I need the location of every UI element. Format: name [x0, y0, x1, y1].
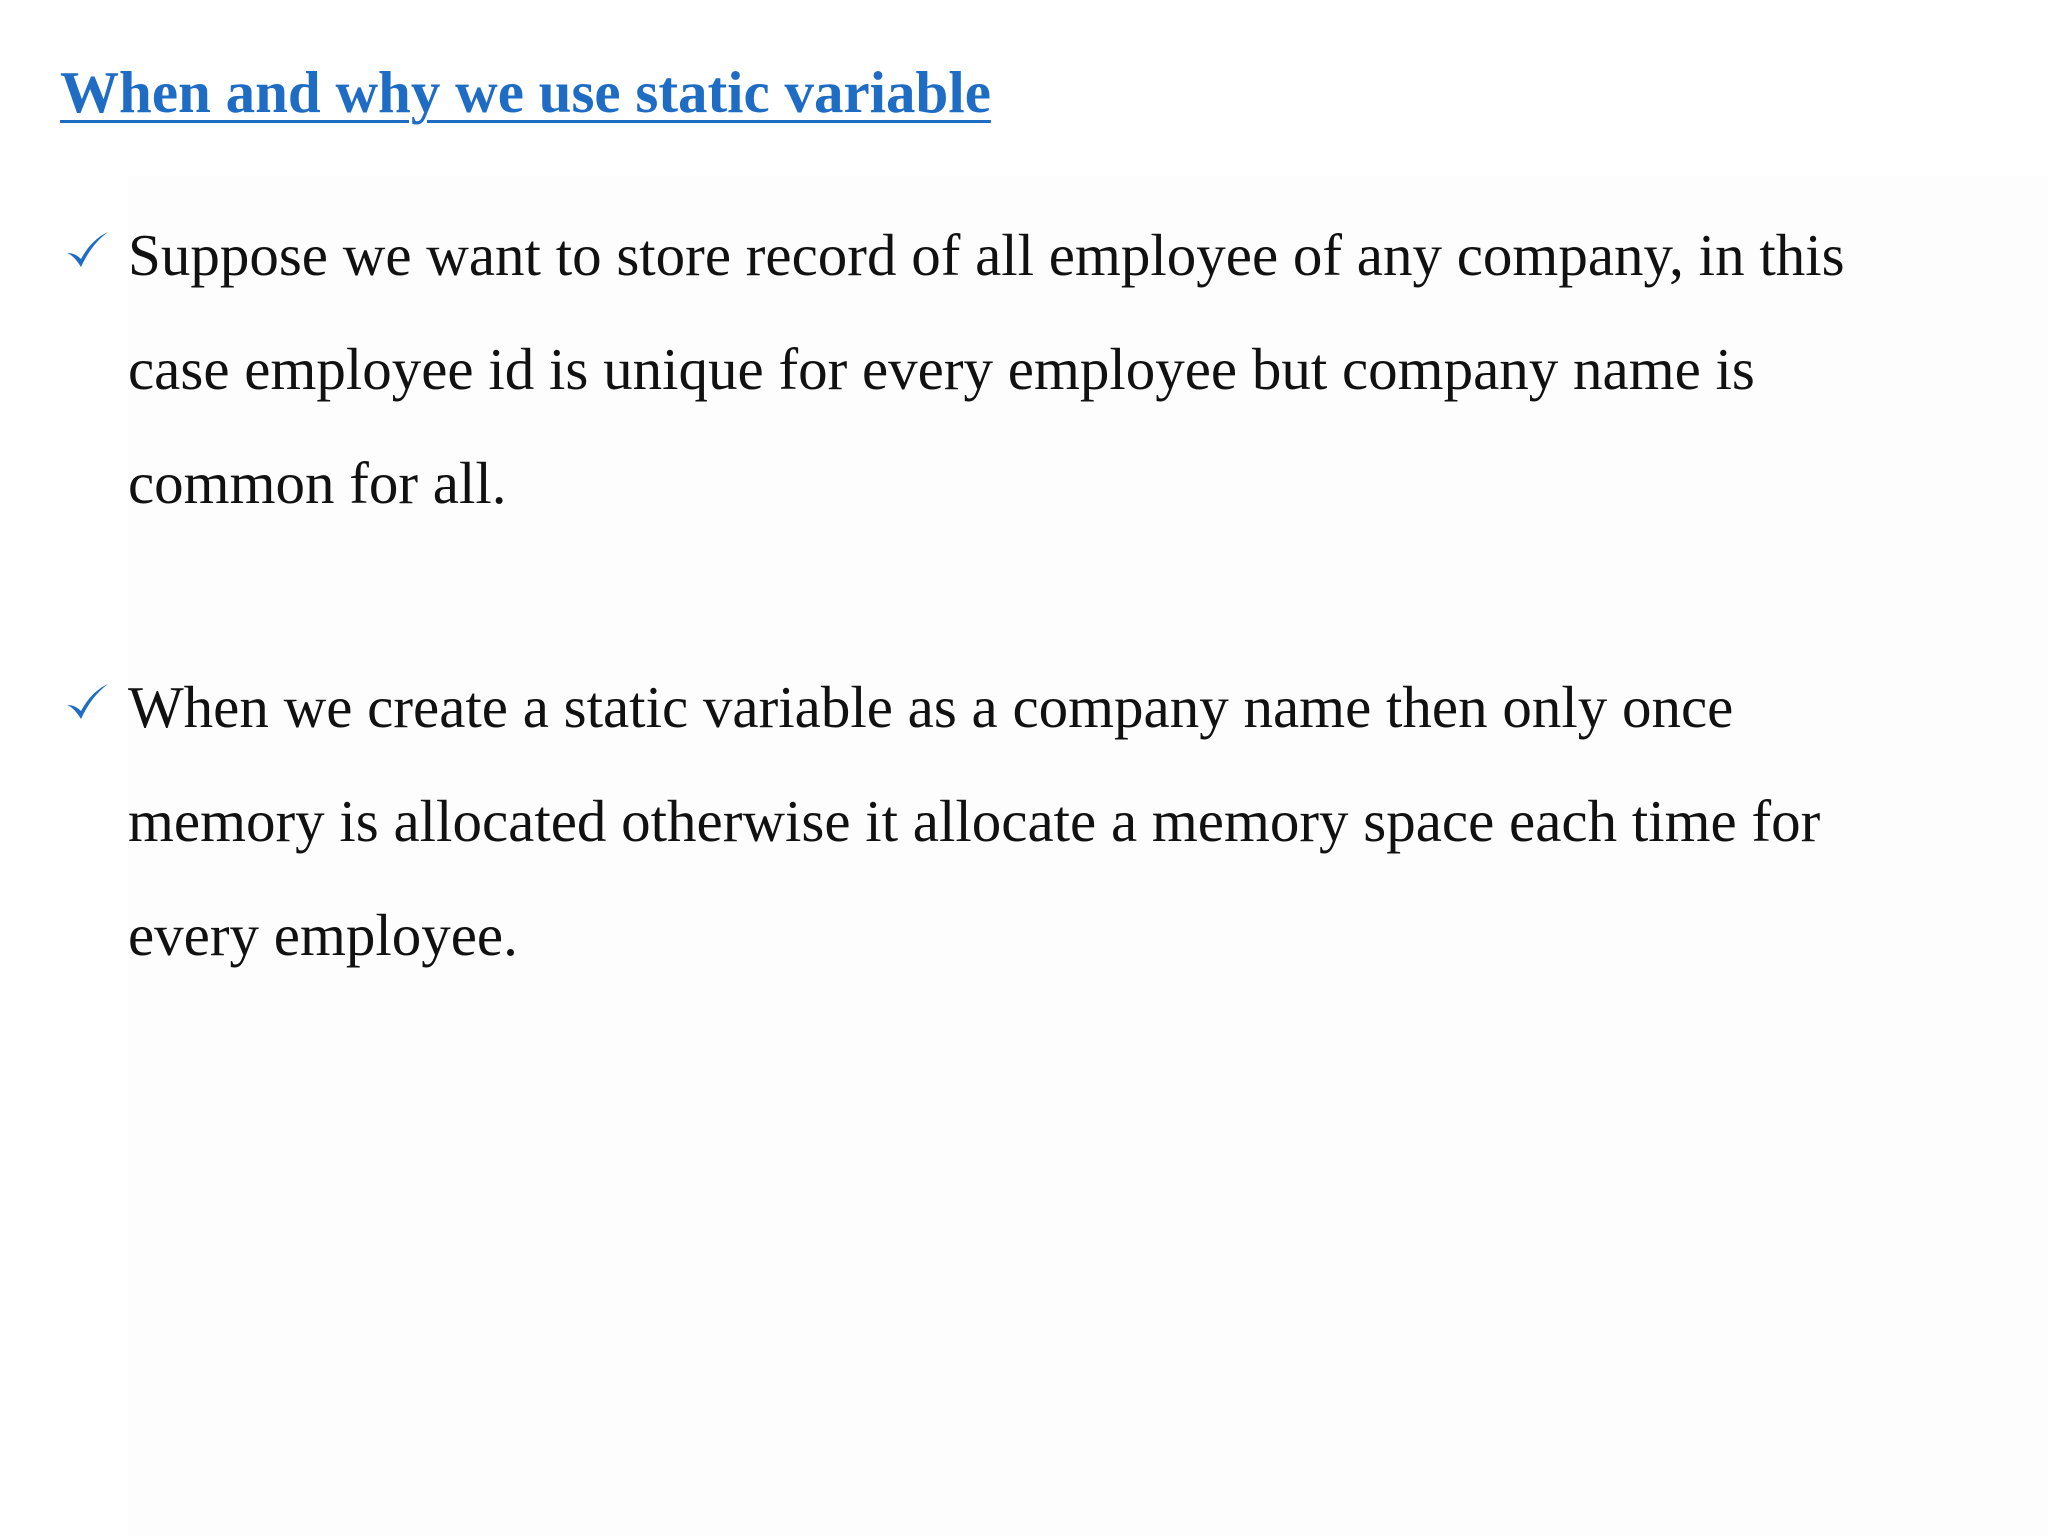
slide-title: When and why we use static variable — [60, 59, 991, 125]
checkmark-icon — [64, 680, 128, 740]
bullet-item — [64, 674, 2004, 992]
bullet-item — [64, 222, 2004, 540]
checkmark-icon — [64, 228, 128, 288]
bullet-text: Suppose we want to store record of all employee of any company, in this case employee id is unique for every employee but company name is common for all. — [128, 222, 1845, 516]
bullet-text: When we create a static variable as a company name then only once memory is allocated otherwise it allocate a memory space each time for every employee. — [128, 674, 1821, 968]
